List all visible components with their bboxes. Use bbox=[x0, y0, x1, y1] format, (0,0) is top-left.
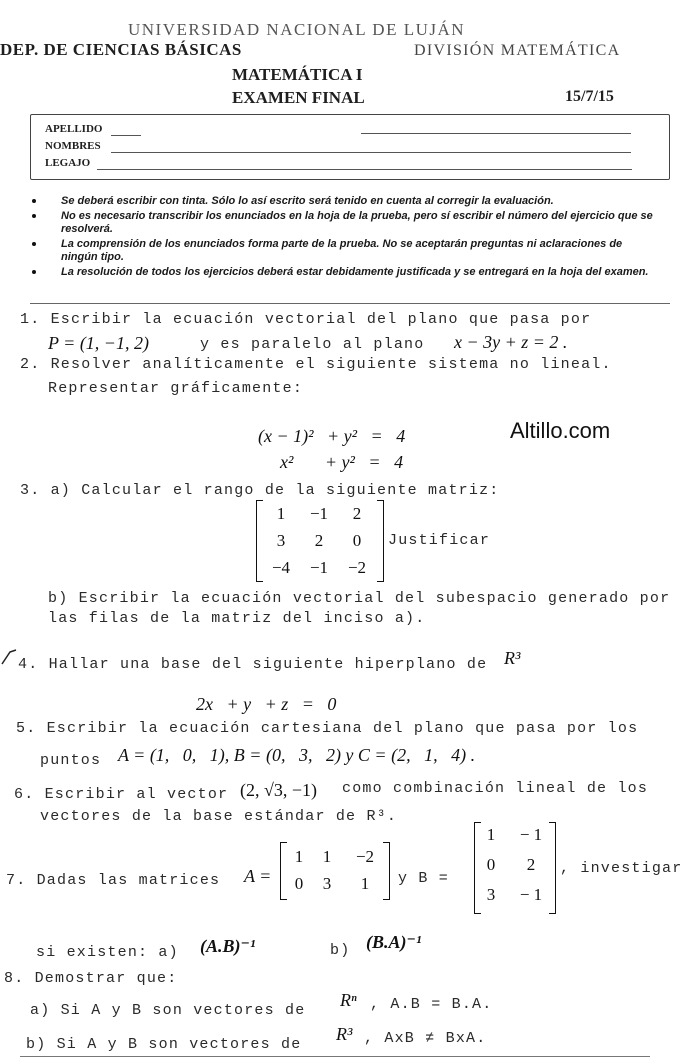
legajo-label: LEGAJO bbox=[45, 157, 91, 169]
exercise-7-b-label: b) bbox=[330, 942, 351, 959]
matrix-cell: 1 bbox=[294, 847, 304, 866]
exercise-4-equation: 2x + y + z = 0 bbox=[196, 694, 337, 714]
apellido-line-short bbox=[111, 135, 141, 136]
matrix-b bbox=[474, 822, 556, 914]
exercise-3a-statement: 3. a) Calcular el rango de la siguiente matriz: bbox=[20, 482, 500, 499]
matrix-cell: 1 bbox=[486, 825, 496, 844]
exercise-7-line2: si existen: a) bbox=[36, 944, 179, 961]
exercise-7-expr-b: (B.A)⁻¹ bbox=[366, 932, 422, 952]
apellido-line[interactable] bbox=[361, 133, 631, 134]
matrix-cell: 3 bbox=[322, 874, 332, 893]
exercise-3b-statement: b) Escribir la ecuación vectorial del subespacio generado por bbox=[48, 590, 671, 607]
instructions-list bbox=[28, 195, 678, 281]
checkmark-icon bbox=[0, 648, 20, 668]
bracket-right bbox=[383, 842, 390, 900]
bullet-icon bbox=[32, 214, 36, 218]
exercise-2-subtitle: Representar gráficamente: bbox=[48, 380, 304, 397]
matrix-cell: 2 bbox=[526, 855, 536, 874]
matrix-cell: 0 bbox=[294, 874, 304, 893]
exercise-2-equation-2: x² + y² = 4 bbox=[280, 452, 404, 472]
matrix-cell: −2 bbox=[347, 558, 367, 577]
student-info-box bbox=[30, 114, 670, 180]
exercise-6-statement-line2: vectores de la base estándar de R³. bbox=[40, 808, 398, 825]
matrix-b-label: y B = bbox=[398, 870, 450, 887]
exercise-8a-text: a) Si A y B son vectores de bbox=[30, 1002, 306, 1019]
instruction-item: No es necesario transcribir los enunciados en la hoja de la prueba, pero sí escribir el número del ejercicio que se resolverá. bbox=[28, 210, 668, 236]
bracket-right bbox=[549, 822, 556, 914]
instruction-item: La comprensión de los enunciados forma parte de la prueba. No se aceptarán preguntas ni aclaraciones de ningún tipo. bbox=[28, 238, 648, 264]
matrix-cell: 3 bbox=[276, 531, 286, 550]
exercise-5-label: puntos bbox=[40, 752, 102, 769]
bullet-icon bbox=[32, 199, 36, 203]
exercise-8-statement: 8. Demostrar que: bbox=[4, 970, 178, 987]
exercise-6-statement: 6. Escribir al vector bbox=[14, 786, 229, 803]
exercise-8b-text: b) Si A y B son vectores de bbox=[26, 1036, 302, 1053]
matrix-cell: 0 bbox=[352, 531, 362, 550]
bracket-left bbox=[256, 500, 263, 582]
nombres-line[interactable] bbox=[111, 152, 631, 153]
matrix-cell: −1 bbox=[309, 504, 329, 523]
exercise-5-statement: 5. Escribir la ecuación cartesiana del plano que pasa por los bbox=[16, 720, 639, 737]
department-name: DEP. DE CIENCIAS BÁSICAS bbox=[0, 40, 242, 59]
exercise-7-investigate: , investigar bbox=[560, 860, 683, 877]
matrix-cell: −2 bbox=[355, 847, 375, 866]
division-name: DIVISIÓN MATEMÁTICA bbox=[414, 42, 621, 59]
exercise-1-plane: x − 3y + z = 2 . bbox=[454, 332, 568, 352]
exercise-4-space: R³ bbox=[504, 648, 521, 668]
matrix-a-label: A = bbox=[244, 866, 272, 886]
exercise-4-statement: 4. Hallar una base del siguiente hiperplano de bbox=[18, 656, 488, 673]
exercise-6-statement-cont: como combinación lineal de los bbox=[342, 780, 649, 797]
instruction-item: Se deberá escribir con tinta. Sólo lo así escrito será tenido en cuenta al corregir la evaluación. bbox=[28, 195, 678, 208]
matrix-cell: −1 bbox=[309, 558, 329, 577]
matrix-cell: 0 bbox=[486, 855, 496, 874]
matrix-cell: 1 bbox=[360, 874, 370, 893]
exercise-7-expr-a: (A.B)⁻¹ bbox=[200, 936, 256, 956]
instructions-divider bbox=[30, 303, 670, 304]
matrix-cell: 2 bbox=[352, 504, 362, 523]
matrix-cell: 1 bbox=[276, 504, 286, 523]
exam-date: 15/7/15 bbox=[565, 88, 614, 105]
exercise-3-matrix bbox=[256, 500, 384, 582]
exercise-3b-statement-cont: las filas de la matriz del inciso a). bbox=[48, 610, 426, 627]
exercise-2-equation-1: (x − 1)² + y² = 4 bbox=[258, 426, 406, 446]
bracket-right bbox=[377, 500, 384, 582]
matrix-cell: −4 bbox=[271, 558, 291, 577]
exercise-8b-relation: , AxB ≠ BxA. bbox=[364, 1030, 487, 1047]
legajo-line[interactable] bbox=[97, 169, 632, 170]
matrix-cell: − 1 bbox=[519, 885, 543, 904]
exercise-1-statement: 1. Escribir la ecuación vectorial del plano que pasa por bbox=[20, 311, 592, 328]
bullet-icon bbox=[32, 242, 36, 246]
matrix-cell: 2 bbox=[314, 531, 324, 550]
bottom-rule bbox=[20, 1056, 650, 1057]
matrix-cell: − 1 bbox=[519, 825, 543, 844]
exercise-5-points: A = (1, 0, 1), B = (0, 3, 2) y C = (2, 1, 4) . bbox=[118, 745, 476, 765]
exercise-3-justify: Justificar bbox=[388, 532, 491, 549]
matrix-a bbox=[280, 842, 390, 900]
exercise-2-statement: 2. Resolver analíticamente el siguiente sistema no lineal. bbox=[20, 356, 612, 373]
nombres-label: NOMBRES bbox=[45, 140, 101, 152]
apellido-label: APELLIDO bbox=[45, 123, 103, 135]
matrix-cell: 1 bbox=[322, 847, 332, 866]
exercise-6-vector: (2, √3, −1) bbox=[240, 780, 318, 800]
exercise-1-point: P = (1, −1, 2) bbox=[48, 333, 149, 353]
exercise-1-text: y es paralelo al plano bbox=[200, 336, 425, 353]
instruction-item: La resolución de todos los ejercicios deberá estar debidamente justificada y se entregará en la hoja del examen. bbox=[28, 266, 673, 279]
exercise-8b-space: R³ bbox=[336, 1024, 353, 1044]
exam-title: EXAMEN FINAL bbox=[232, 88, 365, 107]
university-name: UNIVERSIDAD NACIONAL DE LUJÁN bbox=[128, 20, 466, 39]
matrix-cell: 3 bbox=[486, 885, 496, 904]
exercise-8a-space: Rⁿ bbox=[340, 990, 357, 1010]
exercise-8a-relation: , A.B = B.A. bbox=[370, 996, 493, 1013]
watermark-text: Altillo.com bbox=[510, 418, 611, 443]
exercise-7-statement: 7. Dadas las matrices bbox=[6, 872, 221, 889]
subject-title: MATEMÁTICA I bbox=[232, 65, 363, 84]
bullet-icon bbox=[32, 270, 36, 274]
